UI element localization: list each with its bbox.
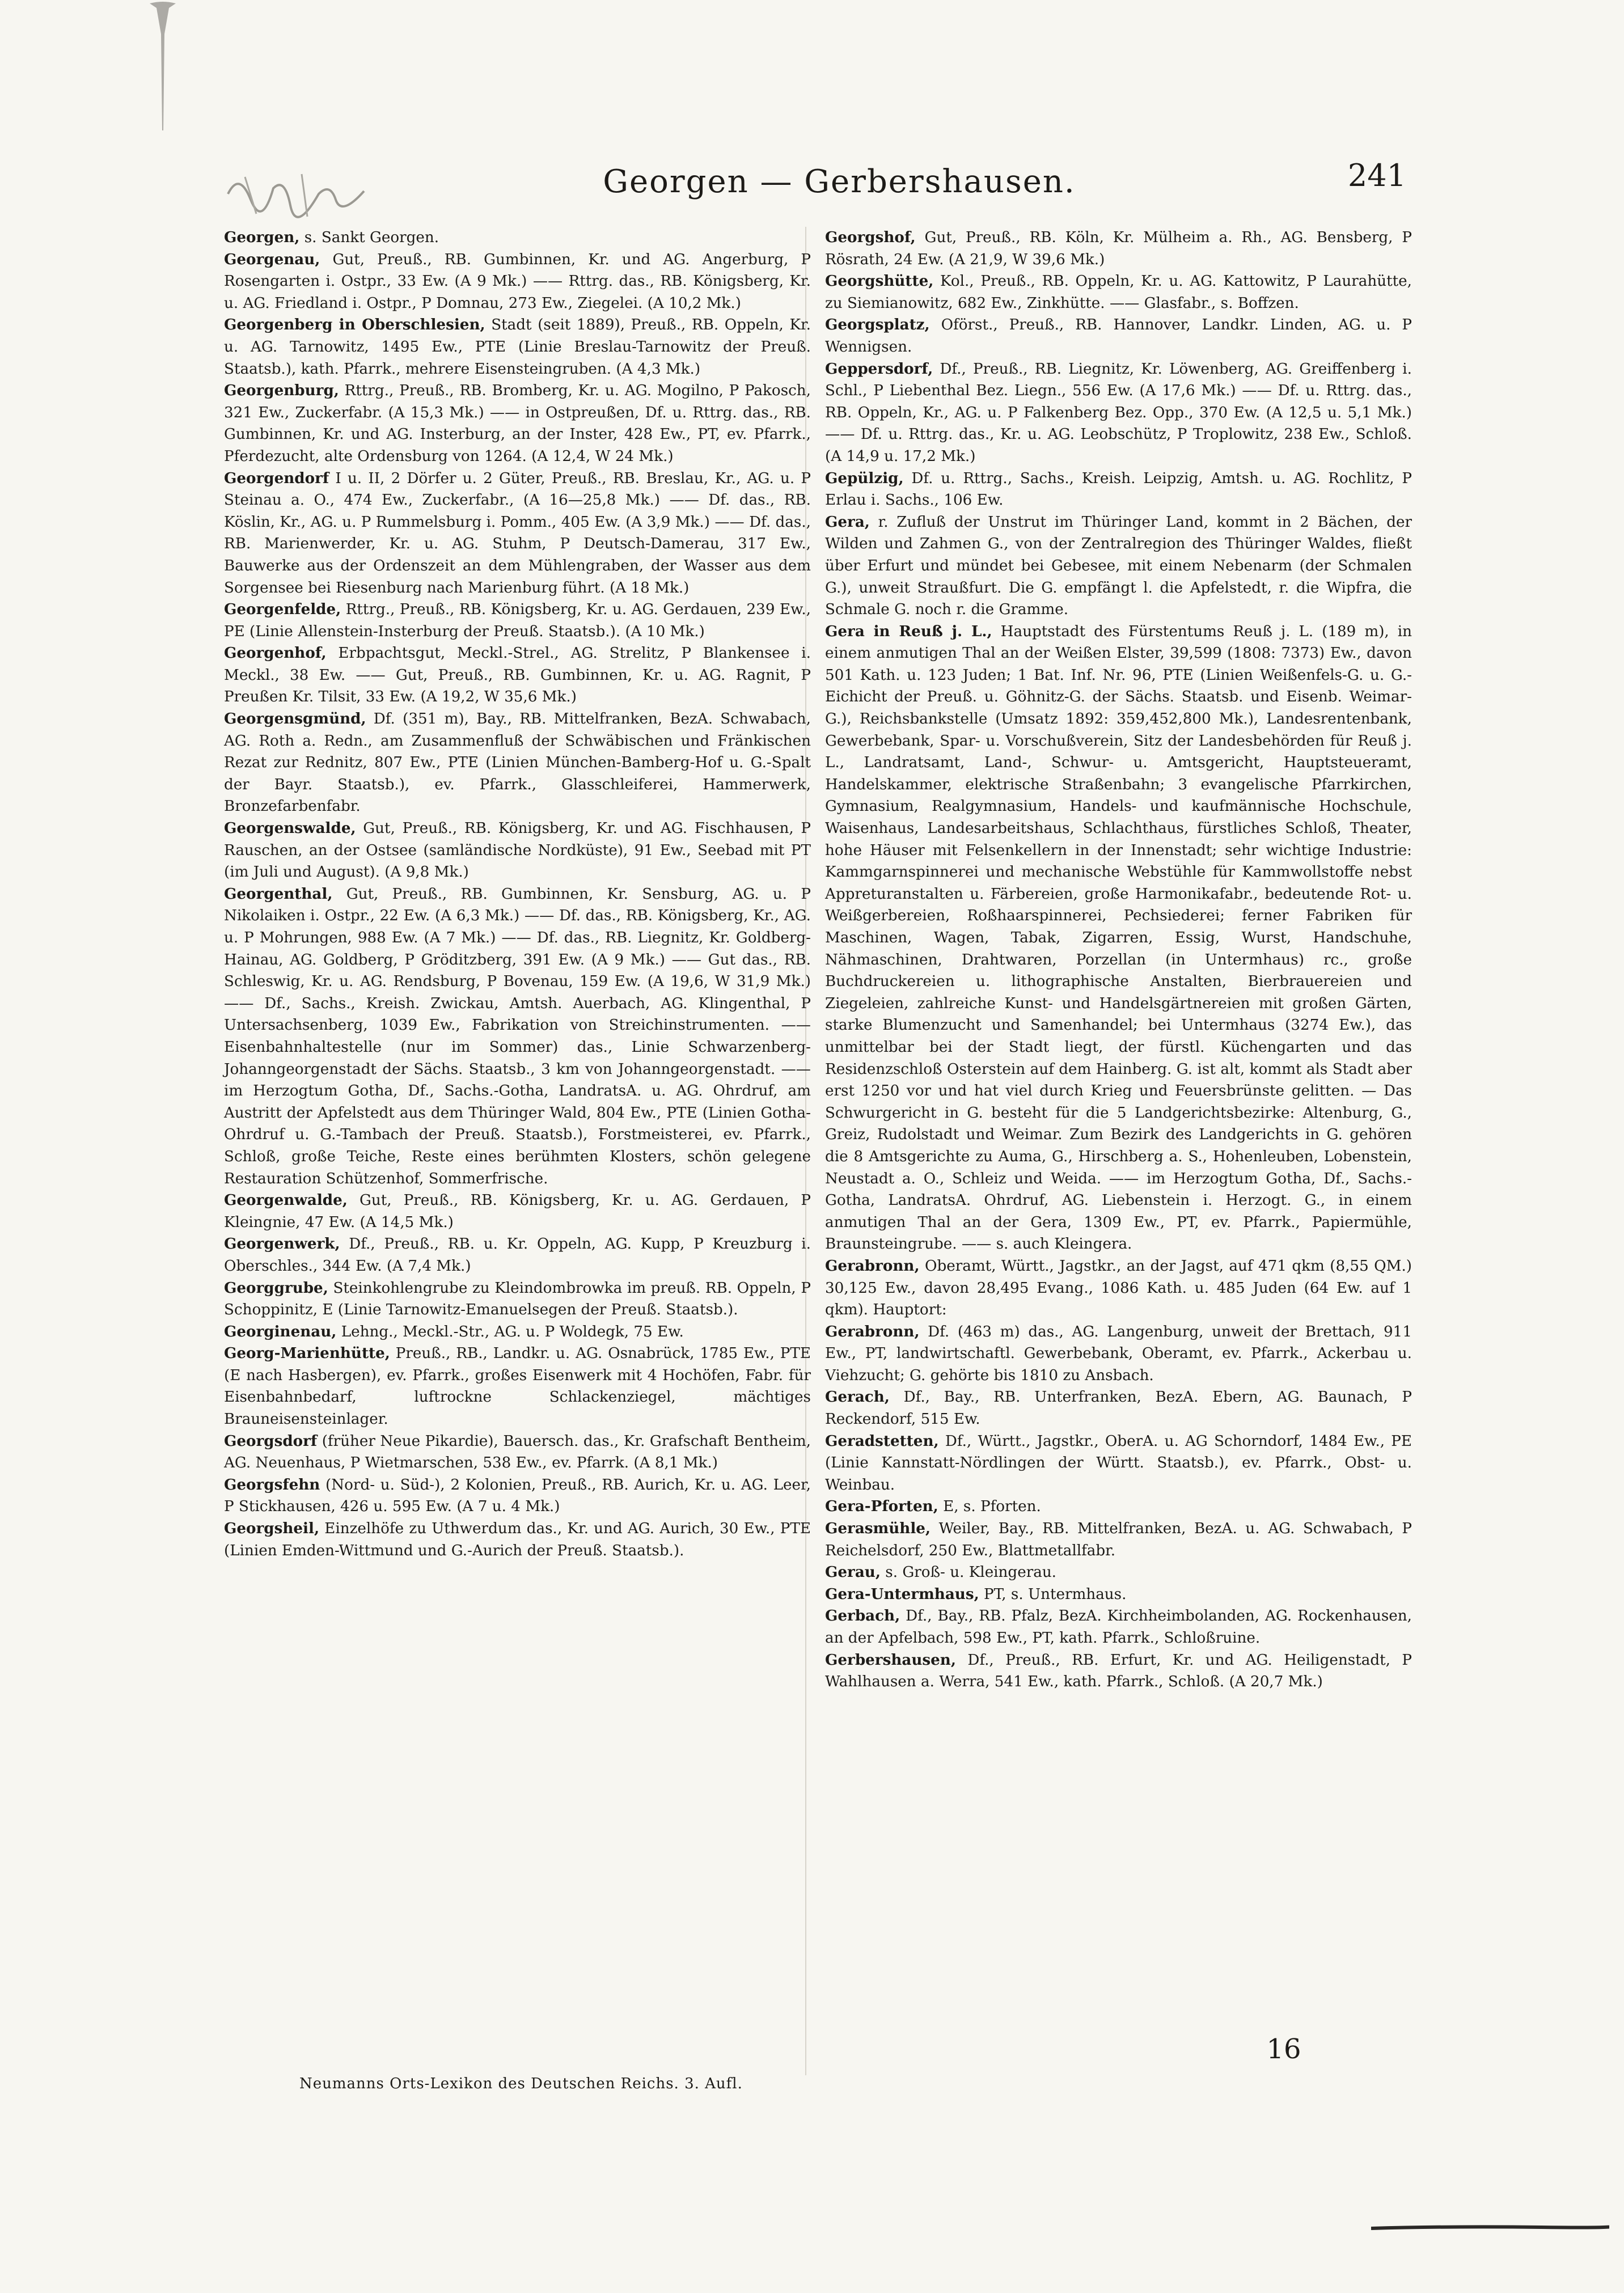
entry xyxy=(224,380,811,467)
entry xyxy=(224,314,811,380)
entry-text: Preuß., RB., Landkr. u. AG. Osnabrück, 1785 Ew., PTE (E nach Hasbergen), ev. Pfarrk., großes Eisenwerk mit 4 Hochöfen, Fabr. für Eisenbahnbedarf, luftrockne Schlackenziegel, mächtiges Brauneisensteinlager. xyxy=(224,1345,811,1428)
entry-text: Oförst., Preuß., RB. Hannover, Landkr. Linden, AG. u. P Wennigsen. xyxy=(825,316,1412,356)
entry-headword: Gerabronn, xyxy=(825,1322,920,1340)
entry-text: Weiler, Bay., RB. Mittelfranken, BezA. u. AG. Schwabach, P Reichelsdorf, 250 Ew., Blattmetallfabr. xyxy=(825,1520,1412,1559)
entry-headword: Georgenburg, xyxy=(224,382,339,400)
entry-headword: Georginenau, xyxy=(224,1322,337,1340)
entry-text: Erbpachtsgut, Meckl.-Strel., AG. Strelitz, P Blankensee i. Meckl., 38 Ew. —— Gut, Preuß., RB. Gumbinnen, Kr. u. AG. Ragnit, P Preußen Kr. Tilsit, 33 Ew. (A 19,2, W 35,6 Mk.) xyxy=(224,645,811,706)
entry-headword: Gerach, xyxy=(825,1388,890,1406)
entry-text: s. Groß- u. Kleingerau. xyxy=(880,1564,1057,1581)
entry-headword: Georgsdorf xyxy=(224,1432,318,1450)
entry xyxy=(224,1190,811,1233)
entry-text: Gut, Preuß., RB. Köln, Kr. Mülheim a. Rh., AG. Bensberg, P Rösrath, 24 Ew. (A 21,9, W 39,6 Mk.) xyxy=(825,229,1412,268)
entry-text: Hauptstadt des Fürstentums Reuß j. L. (189 m), in einem anmutigen Thal an der Weißen Elster, 39,599 (1808: 7373) Ew., davon 501 Kath. u. 123 Juden; 1 Bat. Inf. Nr. 96, PTE (Linien Weißenfels-G. u. G.-Eichicht der Preuß. u. Göhnitz-G. der Sächs. Staatsb. und Eisenb. Weimar-G.), Reichsbankstelle (Umsatz 1892: 359,452,800 Mk.), Landesrentenbank, Gewerbebank, Spar- u. Vorschußverein, Sitz der Landesbehörden für Reuß j. L., Landratsamt, Land-, Schwur- u. Amtsgericht, Hauptsteueramt, Handelskammer, elektrische Straßenbahn; 3 evangelische Pfarrkirchen, Gymnasium, Realgymnasium, Handels- und kaufmännische Hochschule, Waisenhaus, Landesarbeitshaus, Schlachthaus, fürstliches Schloß, Theater, hohe Häuser mit Felsenkellern in der Innenstadt; sehr wichtige Industrie: Kammgarnspinnerei und mechanische Webstühle für Kammwollstoffe nebst Appreturanstalten u. Färbereien, große Harmonikafabr., bedeutende Rot- u. Weißgerbereien, Roßhaarspinnerei, Pechsiederei; ferner Fabriken für Maschinen, Wagen, Tabak, Zigarren, Essig, Wurst, Handschuhe, Nähmaschinen, Drahtwaren, Porzellan (in Untermhaus) rc., große Buchdruckereien u. lithographische Anstalten, Bierbrauereien und Ziegeleien, zahlreiche Kunst- und Handelsgärtnereien mit großen Gärten, starke Blumenzucht und Samenhandel; bei Untermhaus (3274 Ew.), das unmittelbar bei der Stadt liegt, der fürstl. Küchengarten und das Residenzschloß Osterstein auf dem Hainberg. G. ist alt, kommt als Stadt aber erst 1250 vor und hat viel durch Krieg und Feuersbrünste gelitten. — Das Schwurgericht in G. besteht für die 5 Landgerichtsbezirke: Altenburg, G., Greiz, Rudolstadt und Weimar. Zum Bezirk des Landgerichts in G. gehören die 8 Amtsgerichte zu Auma, G., Hirschberg a. S., Hohenleuben, Lobenstein, Neustadt a. O., Schleiz und Weida. —— im Herzogtum Gotha, Df., Sachs.-Gotha, LandratsA. Ohrdruf, AG. Liebenstein i. Herzogt. G., in einem anmutigen Thal an der Gera, 1309 Ew., PT, ev. Pfarrk., Papiermühle, Braunsteingrube. —— s. auch Kleingera. xyxy=(825,623,1412,1253)
entry-headword: Georgshütte, xyxy=(825,272,934,290)
entry-headword: Gera-Pforten, xyxy=(825,1497,938,1516)
pencil-scribble-icon xyxy=(222,160,375,222)
entry xyxy=(224,818,811,883)
entry xyxy=(224,1321,811,1343)
entry-headword: Georgsplatz, xyxy=(825,316,930,334)
entry xyxy=(224,1431,811,1474)
entry-headword: Georgenau, xyxy=(224,250,320,268)
entry-headword: Georgenwalde, xyxy=(224,1191,348,1209)
entry-headword: Gera, xyxy=(825,513,870,531)
page-number: 241 xyxy=(1347,158,1406,193)
entry-text: I u. II, 2 Dörfer u. 2 Güter, Preuß., RB. Breslau, Kr., AG. u. P Steinau a. O., 474 Ew., Zuckerfabr., (A 16—25,8 Mk.) —— Df. das., RB. Köslin, Kr., AG. u. P Rummelsburg i. Pomm., 405 Ew. (A 3,9 Mk.) —— Df. das., RB. Marienwerder, Kr. u. AG. Stuhm, P Deutsch-Damerau, 317 Ew., Bauwerke aus der Ordenszeit an dem Mühlengraben, der Wasser aus dem Sorgensee bei Riesenburg nach Marienburg führt. (A 18 Mk.) xyxy=(224,469,811,596)
entry-headword: Georg-Marienhütte, xyxy=(224,1344,390,1363)
entry xyxy=(825,1386,1412,1430)
entry xyxy=(224,1233,811,1277)
entry-headword: Georgenfelde, xyxy=(224,600,341,619)
entry xyxy=(224,468,811,599)
entry xyxy=(224,249,811,315)
entry xyxy=(825,621,1412,1255)
entry xyxy=(825,314,1412,358)
page-title: Georgen — Gerbershausen. xyxy=(603,163,1076,200)
entry xyxy=(224,1474,811,1518)
entry-headword: Gepülzig, xyxy=(825,469,904,487)
entry-headword: Gera in Reuß j. L., xyxy=(825,622,992,640)
entry xyxy=(224,642,811,708)
entry-text: Gut, Preuß., RB. Gumbinnen, Kr. Sensburg, AG. u. P Nikolaiken i. Ostpr., 22 Ew. (A 6,3 Mk.) —— Df. das., RB. Königsberg, Kr., AG. u. P Mohrungen, 988 Ew. (A 7 Mk.) —— Df. das., RB. Liegnitz, Kr. Goldberg-Hainau, AG. Goldberg, P Gröditzberg, 391 Ew. (A 9 Mk.) —— Gut das., RB. Schleswig, Kr. u. AG. Rendsburg, P Bovenau, 159 Ew. (A 19,6, W 31,9 Mk.) —— Df., Sachs., Kreish. Zwickau, Amtsh. Auerbach, AG. Klingenthal, P Untersachsenberg, 1039 Ew., Fabrikation von Streichinstrumenten. —— Eisenbahnhaltestelle (nur im Sommer) das., Linie Schwarzenberg-Johanngeorgenstadt der Sächs. Staatsb., 3 km von Johanngeorgenstadt. —— im Herzogtum Gotha, Df., Sachs.-Gotha, LandratsA. u. AG. Ohrdruf, am Austritt der Apfelstedt aus dem Thüringer Wald, 804 Ew., PTE (Linien Gotha-Ohrdruf u. G.-Tambach der Preuß. Staatsb.), Forstmeisterei, ev. Pfarrk., Schloß, große Teiche, Reste eines berühmten Klosters, schön gelegene Restauration Schützenhof, Sommerfrische. xyxy=(224,885,811,1187)
entry-text: Oberamt, Württ., Jagstkr., an der Jagst, auf 471 qkm (8,55 QM.) 30,125 Ew., davon 28,495 Evang., 1086 Kath. u. 485 Juden (64 Ew. auf 1 qkm). Hauptort: xyxy=(825,1257,1412,1319)
entry-text: Einzelhöfe zu Uthwerdum das., Kr. und AG. Aurich, 30 Ew., PTE (Linien Emden-Wittmund und G.-Aurich der Preuß. Staatsb.). xyxy=(224,1520,811,1559)
entry xyxy=(825,1562,1412,1584)
entry-text: Df. u. Rttrg., Sachs., Kreish. Leipzig, Amtsh. u. AG. Rochlitz, P Erlau i. Sachs., 106 Ew. xyxy=(825,469,1412,509)
entry-text: Df. (351 m), Bay., RB. Mittelfranken, BezA. Schwabach, AG. Roth a. Redn., am Zusammenfluß der Schwäbischen und Fränkischen Rezat zur Rednitz, 807 Ew., PTE (Linien München-Bamberg-Hof u. G.-Spalt der Bayr. Staatsb.), ev. Pfarrk., Glasschleiferei, Hammerwerk, Bronzefarbenfabr. xyxy=(224,710,811,815)
pin-mark-icon xyxy=(147,0,178,136)
entry xyxy=(825,1321,1412,1387)
entry-headword: Geradstetten, xyxy=(825,1432,939,1450)
entry xyxy=(224,1518,811,1562)
entry-text: Df., Bay., RB. Pfalz, BezA. Kirchheimbolanden, AG. Rockenhausen, an der Apfelbach, 598 Ew., PT, kath. Pfarrk., Schloßruine. xyxy=(825,1607,1412,1647)
left-column xyxy=(224,227,811,1562)
signature-mark: 16 xyxy=(1266,2033,1301,2065)
entry xyxy=(224,1343,811,1430)
entry xyxy=(825,1255,1412,1321)
entry-headword: Gerbershausen, xyxy=(825,1651,956,1669)
entry-text: Df. (463 m) das., AG. Langenburg, unweit der Brettach, 911 Ew., PT, landwirtschaftl. Gewerbebank, Oberamt, ev. Pfarrk., Ackerbau u. Viehzucht; G. gehörte bis 1810 zu Ansbach. xyxy=(825,1323,1412,1384)
entry-text: Gut, Preuß., RB. Königsberg, Kr. und AG. Fischhausen, P Rauschen, an der Ostsee (samländische Nordküste), 91 Ew., Seebad mit PT (im Juli und August). (A 9,8 Mk.) xyxy=(224,820,811,881)
entry-text: Rttrg., Preuß., RB. Königsberg, Kr. u. AG. Gerdauen, 239 Ew., PE (Linie Allenstein-Insterburg der Preuß. Staatsb.). (A 10 Mk.) xyxy=(224,601,811,640)
entry xyxy=(224,1277,811,1321)
entry xyxy=(825,270,1412,314)
entry xyxy=(825,1431,1412,1496)
entry-text: PT, s. Untermhaus. xyxy=(979,1585,1127,1603)
entry xyxy=(825,358,1412,468)
entry xyxy=(825,1496,1412,1518)
entry-text: E, s. Pforten. xyxy=(938,1498,1041,1516)
right-column xyxy=(825,227,1412,1693)
entry xyxy=(825,1605,1412,1649)
entry-text: Df., Preuß., RB. Erfurt, Kr. und AG. Heiligenstadt, P Wahlhausen a. Werra, 541 Ew., kath. Pfarrk., Schloß. (A 20,7 Mk.) xyxy=(825,1651,1412,1691)
entry-headword: Georggrube, xyxy=(224,1279,328,1297)
entry-text: (früher Neue Pikardie), Bauersch. das., Kr. Grafschaft Bentheim, AG. Neuenhaus, P Wietmarschen, 538 Ew., ev. Pfarrk. (A 8,1 Mk.) xyxy=(224,1432,811,1472)
entry-headword: Georgenswalde, xyxy=(224,819,356,837)
entry-text: Rttrg., Preuß., RB. Bromberg, Kr. u. AG. Mogilno, P Pakosch, 321 Ew., Zuckerfabr. (A 15,3 Mk.) —— in Ostpreußen, Df. u. Rttrg. das., RB. Gumbinnen, Kr. und AG. Insterburg, an der Inster, 428 Ew., PT, ev. Pfarrk., Pferdezucht, alte Ordensburg von 1264. (A 12,4, W 24 Mk.) xyxy=(224,382,811,465)
entry-headword: Gerau, xyxy=(825,1563,881,1581)
entry-text: (Nord- u. Süd-), 2 Kolonien, Preuß., RB. Aurich, Kr. u. AG. Leer, P Stickhausen, 426 u. 595 Ew. (A 7 u. 4 Mk.) xyxy=(224,1476,811,1516)
entry-text: Lehng., Meckl.-Str., AG. u. P Woldegk, 75 Ew. xyxy=(336,1323,684,1340)
entry xyxy=(224,599,811,642)
entry-headword: Georgenberg in Oberschlesien, xyxy=(224,316,485,334)
entry xyxy=(224,227,811,249)
entry-headword: Georgenwerk, xyxy=(224,1235,340,1253)
entry xyxy=(825,1649,1412,1693)
entry xyxy=(825,227,1412,270)
entry-headword: Georgenthal, xyxy=(224,885,333,903)
entry-headword: Georgen, xyxy=(224,229,300,246)
entry-text: Gut, Preuß., RB. Gumbinnen, Kr. und AG. Angerburg, P Rosengarten i. Ostpr., 33 Ew. (A 9 Mk.) —— Rttrg. das., RB. Königsberg, Kr. u. AG. Friedland i. Ostpr., P Domnau, 273 Ew., Ziegelei. (A 10,2 Mk.) xyxy=(224,251,811,312)
entry-text: Df., Württ., Jagstkr., OberA. u. AG Schorndorf, 1484 Ew., PE (Linie Kannstatt-Nördlingen der Württ. Staatsb.), ev. Pfarrk., Obst- u. Weinbau. xyxy=(825,1432,1412,1494)
entry-text: Gut, Preuß., RB. Königsberg, Kr. u. AG. Gerdauen, P Kleingnie, 47 Ew. (A 14,5 Mk.) xyxy=(224,1192,811,1231)
entry-headword: Georgenhof, xyxy=(224,644,327,662)
entry-headword: Gerbach, xyxy=(825,1607,900,1625)
entry xyxy=(224,708,811,818)
entry-headword: Georgendorf xyxy=(224,469,329,487)
entry-text: Df., Preuß., RB. Liegnitz, Kr. Löwenberg, AG. Greiffenberg i. Schl., P Liebenthal Bez. Liegn., 556 Ew. (A 17,6 Mk.) —— Df. u. Rttrg. das., RB. Oppeln, Kr., AG. u. P Falkenberg Bez. Opp., 370 Ew. (A 12,5 u. 5,1 Mk.) —— Df. u. Rttrg. das., Kr. u. AG. Leobschütz, P Troplowitz, 238 Ew., Schloß. (A 14,9 u. 17,2 Mk.) xyxy=(825,360,1412,465)
entry-text: r. Zufluß der Unstrut im Thüringer Land, kommt in 2 Bächen, der Wilden und Zahmen G., von der Zentralregion des Thüringer Waldes, fließt über Erfurt und mündet bei Gebesee, mit einem Nebenarm (der Schmalen G.), unweit Straußfurt. Die G. empfängt l. die Apfelstedt, r. die Wipfra, die Schmale G. noch r. die Gramme. xyxy=(825,513,1412,619)
entry xyxy=(825,1584,1412,1606)
entry-headword: Georgensgmünd, xyxy=(224,710,366,728)
entry-text: Df., Bay., RB. Unterfranken, BezA. Ebern, AG. Baunach, P Reckendorf, 515 Ew. xyxy=(825,1389,1412,1428)
scan-edge-icon xyxy=(1371,2222,1609,2233)
entry-headword: Georgshof, xyxy=(825,229,916,246)
entry-headword: Georgsfehn xyxy=(224,1475,320,1494)
entry xyxy=(825,511,1412,621)
footer-source: Neumanns Orts-Lexikon des Deutschen Reichs. 3. Aufl. xyxy=(299,2075,743,2092)
entry-text: Kol., Preuß., RB. Oppeln, Kr. u. AG. Kattowitz, P Laurahütte, zu Siemianowitz, 682 Ew., Zinkhütte. —— Glasfabr., s. Boffzen. xyxy=(825,273,1412,312)
entry xyxy=(825,1518,1412,1562)
entry-text: Df., Preuß., RB. u. Kr. Oppeln, AG. Kupp, P Kreuzburg i. Oberschles., 344 Ew. (A 7,4 Mk.) xyxy=(224,1236,811,1275)
entry-headword: Gerabronn, xyxy=(825,1257,920,1275)
entry xyxy=(825,468,1412,511)
entry xyxy=(224,883,811,1190)
entry-text: s. Sankt Georgen. xyxy=(299,229,439,246)
entry-headword: Geppersdorf, xyxy=(825,359,933,378)
entry-headword: Gera-Untermhaus, xyxy=(825,1585,979,1603)
entry-headword: Georgsheil, xyxy=(224,1520,320,1538)
entry-text: Steinkohlengrube zu Kleindombrowka im preuß. RB. Oppeln, P Schoppinitz, E (Linie Tarnowitz-Emanuelsegen der Preuß. Staatsb.). xyxy=(224,1279,811,1319)
entry-text: Stadt (seit 1889), Preuß., RB. Oppeln, Kr. u. AG. Tarnowitz, 1495 Ew., PTE (Linie Breslau-Tarnowitz der Preuß. Staatsb.), kath. Pfarrk., mehrere Eisensteingruben. (A 4,3 Mk.) xyxy=(224,316,811,378)
entry-headword: Gerasmühle, xyxy=(825,1520,931,1538)
